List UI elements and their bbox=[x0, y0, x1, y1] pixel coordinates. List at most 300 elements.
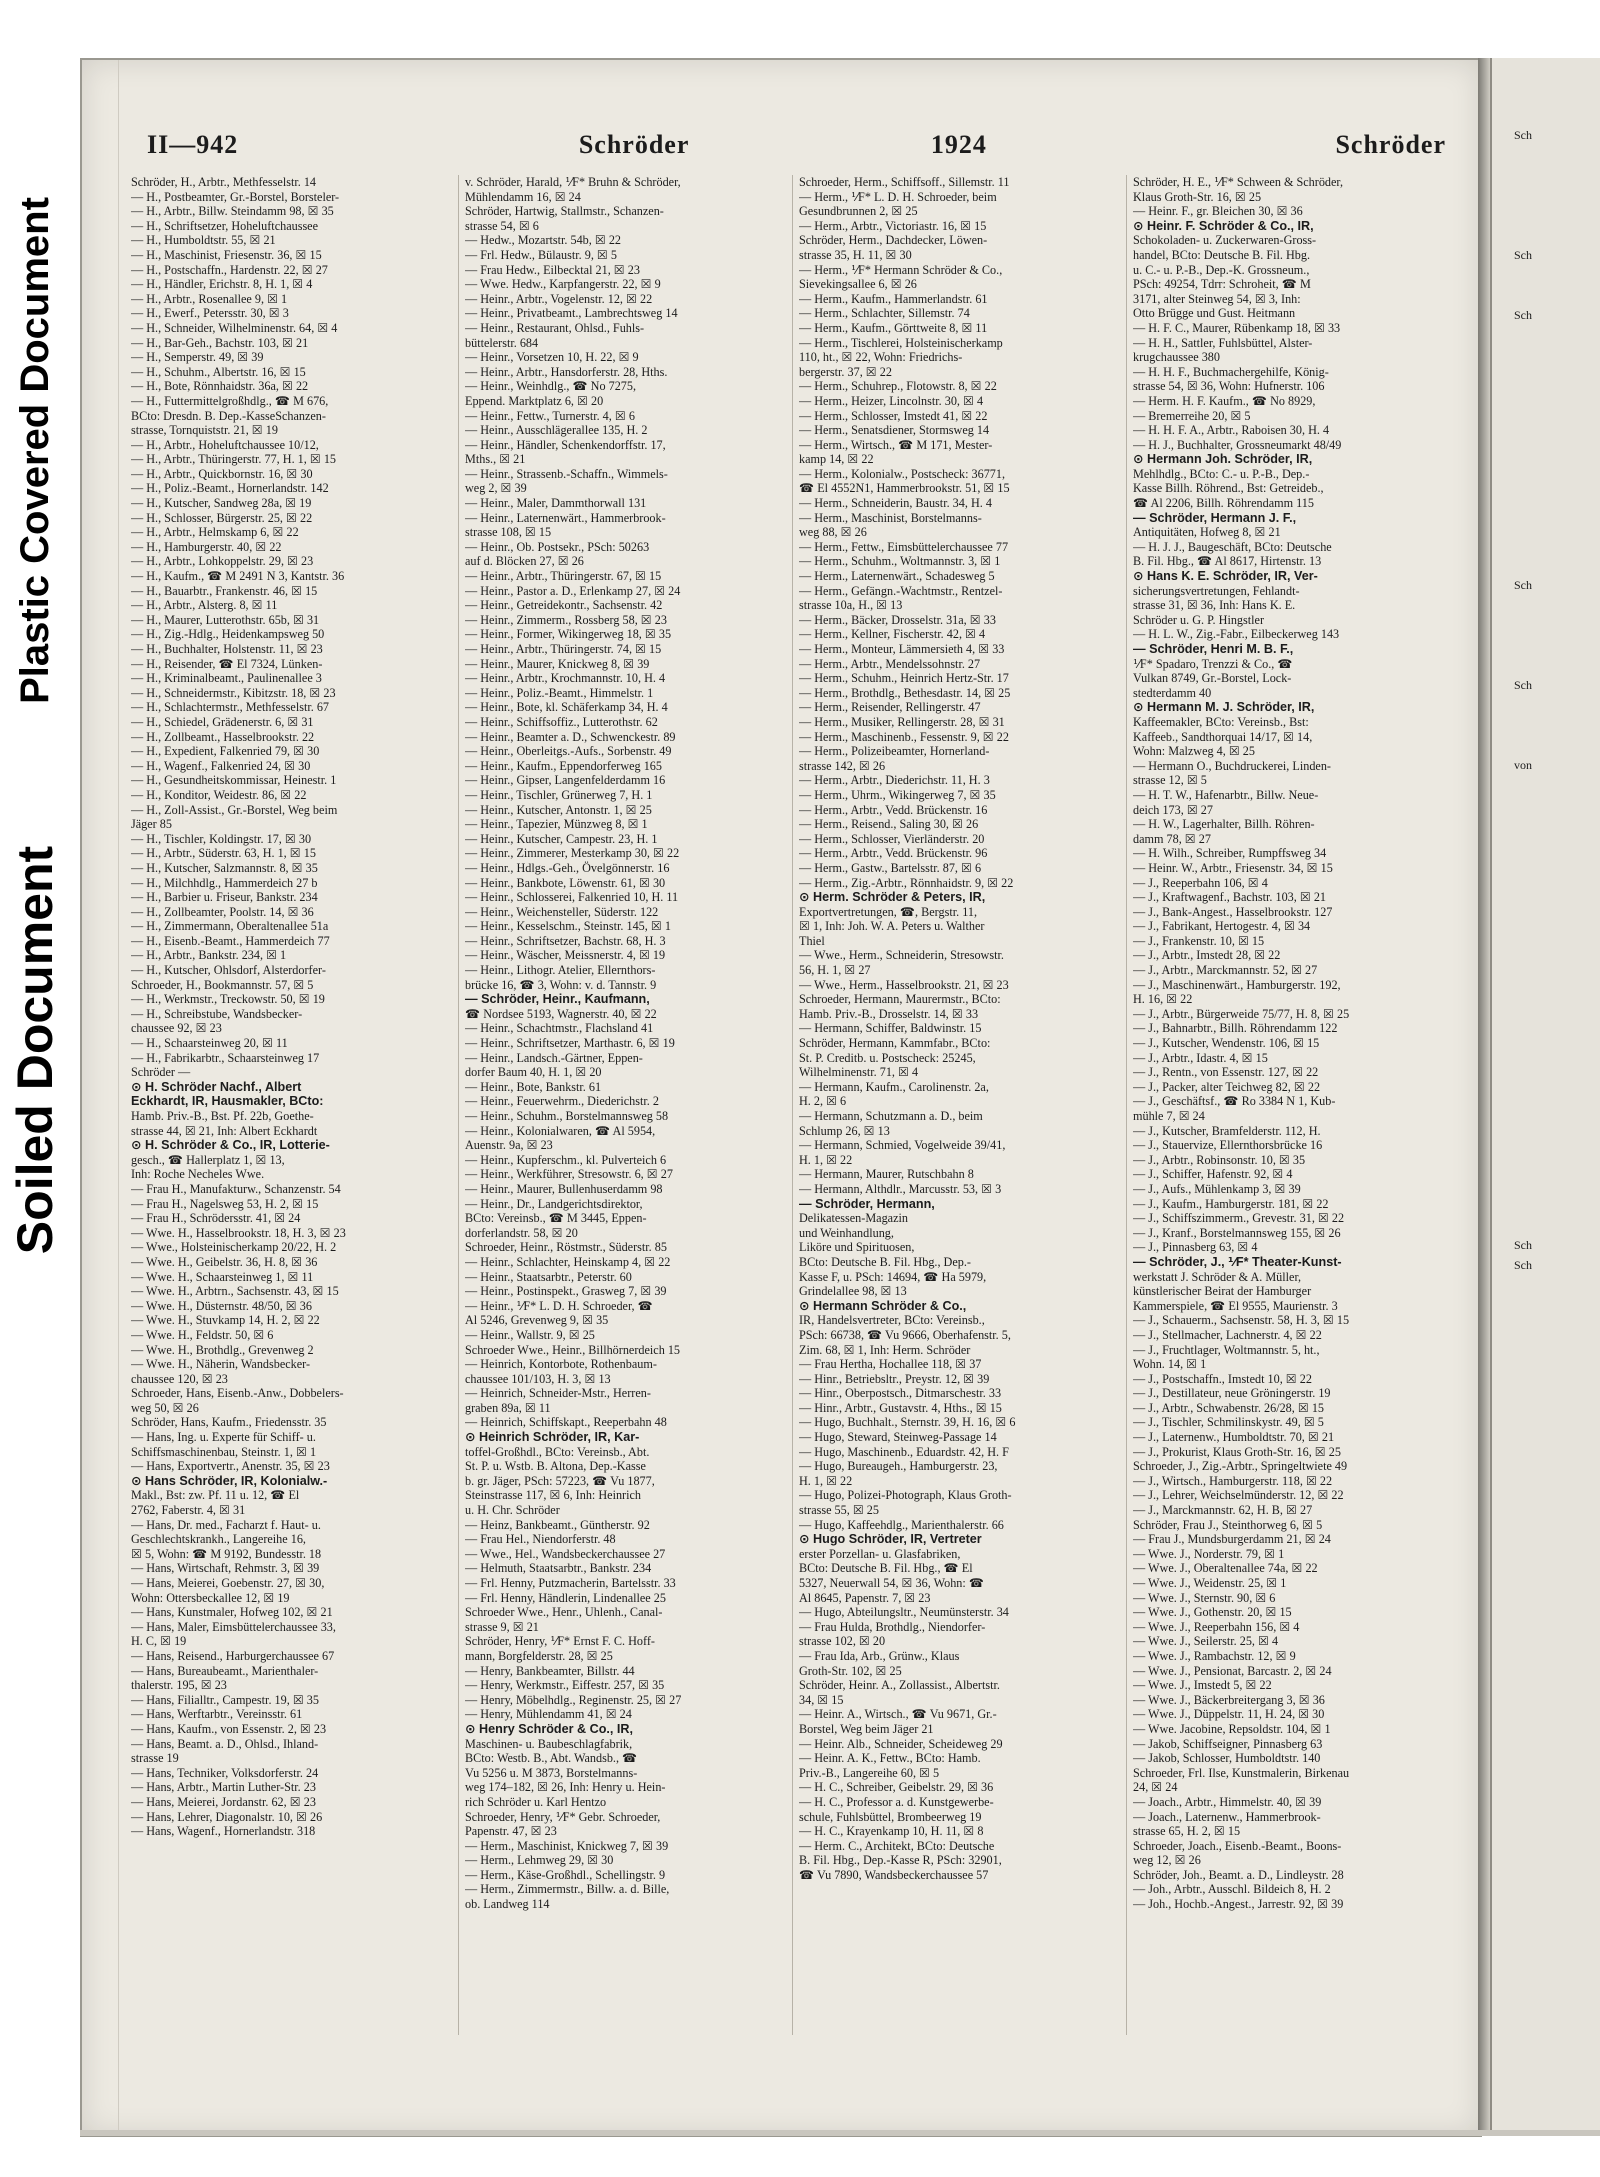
directory-entry: — Hermann, Maurer, Rutschbahn 8 bbox=[799, 1167, 974, 1182]
directory-entry: — Herm., Reisend., Saling 30, ☒ 26 bbox=[799, 817, 979, 832]
directory-entry: u. H. Chr. Schröder bbox=[465, 1503, 560, 1518]
directory-entry: — H., Gesundheitskommissar, Heinestr. 1 bbox=[131, 773, 337, 788]
directory-entry: strasse 44, ☒ 21, Inh: Albert Eckhardt bbox=[131, 1123, 318, 1138]
directory-entry: — Jakob, Schlosser, Humboldtstr. 140 bbox=[1133, 1751, 1321, 1766]
directory-entry: — H., Arbtr., Billw. Steindamm 98, ☒ 35 bbox=[131, 204, 334, 219]
directory-entry: strasse 108, ☒ 15 bbox=[465, 525, 552, 540]
directory-entry: — Hans, Maler, Eimsbüttelerchaussee 33, bbox=[131, 1619, 336, 1634]
directory-entry: — H., Zimmermann, Oberaltenallee 51a bbox=[131, 919, 329, 934]
directory-entry: — Herm., Schuhrep., Flotowstr. 8, ☒ 22 bbox=[799, 379, 997, 394]
directory-entry: Groth-Str. 102, ☒ 25 bbox=[799, 1663, 902, 1678]
directory-entry: — Herm., Heizer, Lincolnstr. 30, ☒ 4 bbox=[799, 393, 984, 408]
directory-entry: strasse 102, ☒ 20 bbox=[799, 1634, 886, 1649]
directory-entry: strasse, Tornquiststr. 21, ☒ 19 bbox=[131, 423, 278, 438]
directory-entry: ⊙ Hermann Joh. Schröder, IR, bbox=[1133, 452, 1313, 467]
directory-entry: ⊙ Heinr. F. Schröder & Co., IR, bbox=[1133, 218, 1314, 233]
column-4 bbox=[1127, 175, 1460, 2035]
directory-entry: — H., Bar-Geh., Bachstr. 103, ☒ 21 bbox=[131, 335, 309, 350]
directory-entry: H. 16, ☒ 22 bbox=[1133, 992, 1193, 1007]
directory-entry: — Hans, Wagenf., Hornerlandstr. 318 bbox=[131, 1824, 316, 1839]
directory-entry: — H., Arbtr., Süderstr. 63, H. 1, ☒ 15 bbox=[131, 846, 316, 861]
directory-entry: sicherungsvertretungen, Fehlandt- bbox=[1133, 583, 1300, 598]
adjacent-page-fragment: Sch bbox=[1514, 1238, 1532, 1252]
directory-entry: gesch., ☎ Hallerplatz 1, ☒ 13, bbox=[131, 1152, 285, 1167]
directory-entry: Eppend. Marktplatz 6, ☒ 20 bbox=[465, 393, 604, 408]
directory-entry: — Herm. C., Architekt, BCto: Deutsche bbox=[799, 1838, 995, 1853]
directory-entry: — Heinrich, Schiffskapt., Reeperbahn 48 bbox=[465, 1415, 667, 1430]
directory-entry: — Hans, Ing. u. Experte für Schiff- u. bbox=[131, 1430, 316, 1445]
directory-entry: mühle 7, ☒ 24 bbox=[1133, 1109, 1205, 1123]
directory-entry: — Herm., Maschinenb., Fessenstr. 9, ☒ 22 bbox=[799, 729, 1009, 744]
directory-entry: — H., Arbtr., Quickbornstr. 16, ☒ 30 bbox=[131, 466, 313, 481]
directory-entry: Vu 5256 u. M 3873, Borstelmanns- bbox=[465, 1765, 638, 1780]
directory-entry: — J., Rentn., von Essenstr. 127, ☒ 22 bbox=[1133, 1065, 1319, 1080]
directory-entry: strasse 142, ☒ 26 bbox=[799, 758, 886, 773]
directory-entry: — Heinr., Schlosserei, Falkenried 10, H. 11 bbox=[465, 890, 679, 905]
directory-entry: — Herm., Schlosser, Vierländerstr. 20 bbox=[799, 831, 985, 846]
directory-entry: — Hermann, Schiffer, Baldwinstr. 15 bbox=[799, 1021, 982, 1036]
directory-entry: — H. C., Schreiber, Geibelstr. 29, ☒ 36 bbox=[799, 1780, 994, 1795]
directory-entry: — H., Arbtr., Helmskamp 6, ☒ 22 bbox=[131, 525, 299, 540]
directory-entry: — Hinr., Arbtr., Gustavstr. 4, Hths., ☒ 15 bbox=[799, 1400, 1002, 1415]
directory-entry: — J., Aufs., Mühlenkamp 3, ☒ 39 bbox=[1133, 1181, 1301, 1196]
directory-entry: ☒ 1, Inh: Joh. W. A. Peters u. Walther bbox=[799, 919, 985, 934]
directory-entry: — Heinr., Schriftsetzer, Marthastr. 6, ☒ 19 bbox=[465, 1036, 675, 1051]
directory-entry: — Hugo, Bureaugeh., Hamburgerstr. 23, bbox=[799, 1459, 998, 1474]
directory-entry: — Henry, Bankbeamter, Billstr. 44 bbox=[465, 1663, 635, 1678]
directory-entry: Maschinen- u. Baubeschlagfabrik, bbox=[465, 1736, 633, 1751]
directory-entry: — Hans, Exportvertr., Anenstr. 35, ☒ 23 bbox=[131, 1459, 330, 1474]
directory-entry: werkstatt J. Schröder & A. Müller, bbox=[1133, 1269, 1302, 1284]
directory-entry: — Schröder, Henri M. B. F., bbox=[1133, 642, 1294, 656]
directory-entry: — J., Lehrer, Weichselmünderstr. 12, ☒ 22 bbox=[1133, 1488, 1344, 1503]
directory-entry: — H., Schreibstube, Wandsbecker- bbox=[131, 1006, 303, 1021]
directory-entry: H. 2, ☒ 6 bbox=[799, 1094, 847, 1109]
directory-entry: auf d. Blöcken 27, ☒ 26 bbox=[465, 554, 584, 569]
directory-entry: — Herm., Senatsdiener, Stormsweg 14 bbox=[799, 423, 990, 438]
directory-entry: v. Schröder, Harald, ⅟F* Bruhn & Schröder, bbox=[465, 175, 681, 189]
directory-entry: — H., Kaufm., ☎ M 2491 N 3, Kantstr. 36 bbox=[131, 569, 345, 584]
page-body bbox=[118, 60, 1466, 2135]
directory-entry: — Hans, Dr. med., Facharzt f. Haut- u. bbox=[131, 1517, 321, 1532]
directory-entry: Eckhardt, IR, Hausmakler, BCto: bbox=[131, 1094, 324, 1109]
directory-entry: Schröder, Heinr. A., Zollassist., Albertstr. bbox=[799, 1678, 1000, 1693]
directory-entry: B. Fil. Hbg., ☎ Al 8617, Hirtenstr. 13 bbox=[1133, 554, 1322, 569]
directory-entry: 3171, alter Steinweg 54, ☒ 3, Inh: bbox=[1133, 291, 1301, 306]
directory-entry: dorferlandstr. 58, ☒ 20 bbox=[465, 1225, 578, 1240]
directory-entry: — Heinr., Bankbote, Löwenstr. 61, ☒ 30 bbox=[465, 875, 666, 890]
directory-entry: — H., Kutscher, Sandweg 28a, ☒ 19 bbox=[131, 496, 312, 511]
adjacent-page-fragment: Sch bbox=[1514, 308, 1532, 322]
directory-entry: Priv.-B., Langereihe 60, ☒ 5 bbox=[799, 1765, 940, 1780]
directory-entry: — H., Expedient, Falkenried 79, ☒ 30 bbox=[131, 744, 320, 759]
page-fold bbox=[1478, 58, 1490, 2133]
directory-entry: Zim. 68, ☒ 1, Inh: Herm. Schröder bbox=[799, 1342, 971, 1357]
directory-entry: — J., Marckmannstr. 62, H. B, ☒ 27 bbox=[1133, 1503, 1313, 1518]
directory-entry: — J., Kutscher, Wendenstr. 106, ☒ 15 bbox=[1133, 1036, 1320, 1051]
directory-entry: — H., Schlachtermstr., Methfesselstr. 67 bbox=[131, 700, 330, 715]
directory-entry: — Hans, Kaufm., von Essenstr. 2, ☒ 23 bbox=[131, 1721, 327, 1736]
directory-entry: — H., Barbier u. Friseur, Bankstr. 234 bbox=[131, 890, 318, 905]
page-reference: II—942 bbox=[147, 130, 239, 159]
column-3 bbox=[793, 175, 1127, 2035]
directory-entry: Mths., ☒ 21 bbox=[465, 452, 526, 467]
directory-entry: — Herm., Maschinist, Borstelmanns- bbox=[799, 510, 982, 525]
directory-entry: — H., Zig.-Hdlg., Heidenkampsweg 50 bbox=[131, 627, 325, 642]
directory-entry: — Herm., Schneiderin, Baustr. 34, H. 4 bbox=[799, 496, 992, 511]
directory-entry: BCto: Deutsche B. Fil. Hbg., Dep.- bbox=[799, 1254, 971, 1269]
directory-entry: toffel-Großhdl., BCto: Vereinsb., Abt. bbox=[465, 1444, 650, 1459]
directory-entry: — Wwe. J., Düppelstr. 11, H. 24, ☒ 30 bbox=[1133, 1707, 1325, 1722]
directory-entry: — Herm., Wirtsch., ☎ M 171, Mester- bbox=[799, 437, 993, 452]
directory-entry: — Hugo, Polizei-Photograph, Klaus Groth- bbox=[799, 1488, 1012, 1503]
directory-entry: Kaffeemakler, BCto: Vereinsb., Bst: bbox=[1133, 714, 1309, 729]
directory-entry: — Heinr., Weinhdlg., ☎ No 7275, bbox=[465, 379, 637, 394]
directory-entry: — H., Schlosser, Bürgerstr. 25, ☒ 22 bbox=[131, 510, 313, 525]
directory-entry: Schroeder, Frl. Ilse, Kunstmalerin, Birkenau bbox=[1133, 1765, 1350, 1780]
directory-entry: Papenstr. 47, ☒ 23 bbox=[465, 1824, 557, 1839]
directory-entry: — Herm., Musiker, Rellingerstr. 28, ☒ 31 bbox=[799, 714, 1005, 729]
directory-entry: — H., Reisender, ☎ El 7324, Lünken- bbox=[131, 656, 323, 671]
directory-entry: Klaus Groth-Str. 16, ☒ 25 bbox=[1133, 189, 1262, 204]
directory-entry: — Heinr. A. K., Fettw., BCto: Hamb. bbox=[799, 1751, 981, 1766]
directory-entry: — Herm., Bäcker, Drosselstr. 31a, ☒ 33 bbox=[799, 612, 996, 627]
directory-entry: mann, Borgfelderstr. 28, ☒ 25 bbox=[465, 1648, 613, 1663]
directory-entry: — Wwe. J., Weidenstr. 25, ☒ 1 bbox=[1133, 1576, 1287, 1590]
directory-entry: Schroeder Wwe., Henr., Uhlenh., Canal- bbox=[465, 1605, 663, 1620]
directory-entry: — H. Wilh., Schreiber, Rumpffsweg 34 bbox=[1133, 846, 1327, 861]
directory-entry: — Herm., Arbtr., Vedd. Brückenstr. 96 bbox=[799, 846, 988, 861]
directory-entry: — J., Geschäftsf., ☎ Ro 3384 N 1, Kub- bbox=[1133, 1094, 1336, 1109]
directory-entry: — Frau Hedw., Eilbecktal 21, ☒ 23 bbox=[465, 262, 640, 277]
directory-entry: — H. W., Lagerhalter, Billh. Röhren- bbox=[1133, 817, 1315, 832]
directory-entry: — J., Kraftwagenf., Bachstr. 103, ☒ 21 bbox=[1133, 890, 1327, 905]
directory-entry: — Herm., ⅟F* Hermann Schröder & Co., bbox=[799, 262, 1003, 277]
directory-entry: — Wwe. J., Norderstr. 79, ☒ 1 bbox=[1133, 1546, 1285, 1561]
directory-entry: — Wwe., Hel., Wandsbeckerchaussee 27 bbox=[465, 1546, 666, 1561]
directory-entry: — Heinr., Kutscher, Campestr. 23, H. 1 bbox=[465, 831, 658, 846]
directory-entry: BCto: Deutsche B. Fil. Hbg., ☎ El bbox=[799, 1561, 973, 1576]
directory-entry: — J., Arbtr., Imstedt 28, ☒ 22 bbox=[1133, 948, 1281, 963]
directory-entry: dorfer Baum 40, H. 1, ☒ 20 bbox=[465, 1065, 602, 1080]
directory-entry: strasse 10a, H., ☒ 13 bbox=[799, 598, 903, 613]
directory-entry: weg 2, ☒ 39 bbox=[465, 481, 527, 496]
directory-entry: Schröder u. G. P. Hingstler bbox=[1133, 612, 1265, 627]
directory-entry: — Heinr., Maurer, Bullenhuserdamm 98 bbox=[465, 1181, 663, 1196]
directory-entry: — Frau J., Mundsburgerdamm 21, ☒ 24 bbox=[1133, 1532, 1331, 1547]
directory-entry: — Frau Hel., Niendorferstr. 48 bbox=[465, 1532, 616, 1547]
directory-entry: — Hans, Meierei, Goebenstr. 27, ☒ 30, bbox=[131, 1576, 325, 1590]
directory-entry: — Herm., Uhrm., Wikingerweg 7, ☒ 35 bbox=[799, 787, 996, 802]
directory-entry: ⊙ H. Schröder & Co., IR, Lotterie- bbox=[131, 1138, 330, 1153]
directory-entry: 24, ☒ 24 bbox=[1133, 1780, 1178, 1795]
directory-entry: — Herm., Fettw., Eimsbüttelerchaussee 77 bbox=[799, 539, 1009, 554]
directory-entry: Schröder, Henry, ⅟F* Ernst F. C. Hoff- bbox=[465, 1634, 655, 1649]
directory-entry: — H., Postbeamter, Gr.-Borstel, Borsteler- bbox=[131, 189, 340, 204]
directory-entry: H. 1, ☒ 22 bbox=[799, 1152, 853, 1167]
directory-entry: — Heinr. W., Arbtr., Friesenstr. 34, ☒ 15 bbox=[1133, 860, 1333, 875]
directory-entry: — H., Händler, Erichstr. 8, H. 1, ☒ 4 bbox=[131, 277, 313, 292]
directory-entry: — Hermann, Althdlr., Marcusstr. 53, ☒ 3 bbox=[799, 1181, 1002, 1196]
directory-entry: — H., Semperstr. 49, ☒ 39 bbox=[131, 350, 264, 365]
directory-entry: — Heinr., Schiffsoffiz., Lutterothstr. 62 bbox=[465, 714, 658, 729]
directory-entry: — Wwe., Herm., Hasselbrookstr. 21, ☒ 23 bbox=[799, 977, 1009, 992]
directory-entry: — Hugo, Kaffeehdlg., Marienthalerstr. 66 bbox=[799, 1517, 1004, 1532]
directory-entry: — Heinr., Oberleitgs.-Aufs., Sorbenstr. 49 bbox=[465, 744, 672, 759]
directory-entry: — H., Konditor, Weidestr. 86, ☒ 22 bbox=[131, 787, 307, 802]
column-1 bbox=[125, 175, 459, 2035]
directory-entry: strasse 19 bbox=[131, 1751, 179, 1766]
directory-entry: — Frl. Henny, Putzmacherin, Bartelsstr. 33 bbox=[465, 1576, 676, 1590]
directory-entry: — Herm., Kaufm., Hammerlandstr. 61 bbox=[799, 291, 988, 306]
directory-entry: — Hermann, Kaufm., Carolinenstr. 2a, bbox=[799, 1079, 989, 1094]
directory-entry: schule, Fuhlsbüttel, Brombeerweg 19 bbox=[799, 1809, 982, 1824]
directory-entry: ☎ El 4552N1, Hammerbrookstr. 51, ☒ 15 bbox=[799, 481, 1010, 496]
directory-entry: — H., Postschaffn., Hardenstr. 22, ☒ 27 bbox=[131, 262, 328, 277]
directory-entry: — Wwe. H., Geibelstr. 36, H. 8, ☒ 36 bbox=[131, 1254, 318, 1269]
directory-entry: — Heinr., Kaufm., Eppendorferweg 165 bbox=[465, 758, 662, 773]
directory-entry: 34, ☒ 15 bbox=[799, 1692, 844, 1707]
directory-entry: — Heinr., Getreidekontr., Sachsenstr. 42 bbox=[465, 598, 663, 613]
directory-entry: — J., Maschinenwärt., Hamburgerstr. 192, bbox=[1133, 977, 1341, 992]
directory-entry: Schröder, Hartwig, Stallmstr., Schanzen- bbox=[465, 204, 664, 219]
directory-entry: Gesundbrunnen 2, ☒ 25 bbox=[799, 204, 918, 219]
directory-entry: — Heinr., Wäscher, Meissnerstr. 4, ☒ 19 bbox=[465, 948, 666, 963]
directory-entry: — H., Arbtr., Lohkoppelstr. 29, ☒ 23 bbox=[131, 554, 314, 569]
directory-entry: — H. F. C., Maurer, Rübenkamp 18, ☒ 33 bbox=[1133, 320, 1341, 335]
directory-entry: — Wwe. J., Rambachstr. 12, ☒ 9 bbox=[1133, 1648, 1296, 1663]
directory-entry: — J., Wirtsch., Hamburgerstr. 118, ☒ 22 bbox=[1133, 1473, 1333, 1488]
directory-entry: — Heinr., Ob. Postsekr., PSch: 50263 bbox=[465, 539, 650, 554]
directory-entry: — Heinrich, Kontorbote, Rothenbaum- bbox=[465, 1357, 657, 1372]
directory-entry: Schiffsmaschinenbau, Steinstr. 1, ☒ 1 bbox=[131, 1444, 317, 1459]
directory-entry: — Wwe. J., Oberaltenallee 74a, ☒ 22 bbox=[1133, 1561, 1318, 1576]
directory-entry: Sievekingsallee 6, ☒ 26 bbox=[799, 277, 917, 292]
directory-entry: — Hans, Kunstmaler, Hofweg 102, ☒ 21 bbox=[131, 1605, 333, 1620]
directory-entry: — Hans, Wirtschaft, Rehmstr. 3, ☒ 39 bbox=[131, 1561, 320, 1576]
directory-entry: ⊙ Henry Schröder & Co., IR, bbox=[465, 1721, 634, 1736]
directory-entry: Kammerspiele, ☎ El 9555, Maurienstr. 3 bbox=[1133, 1298, 1338, 1313]
directory-entry: — Heinr., Zimmerer, Mesterkamp 30, ☒ 22 bbox=[465, 846, 680, 861]
directory-entry: — H., Schaarsteinweg 20, ☒ 11 bbox=[131, 1036, 288, 1051]
directory-entry: Schröder, H. E., ⅟F* Schween & Schröder, bbox=[1133, 175, 1344, 189]
directory-entry: — H. C., Professor a. d. Kunstgewerbe- bbox=[799, 1794, 994, 1809]
directory-entry: — Wwe. H., Feldstr. 50, ☒ 6 bbox=[131, 1327, 274, 1342]
adjacent-page-fragment: Sch bbox=[1514, 678, 1532, 692]
directory-entry: — Frau H., Schrödersstr. 41, ☒ 24 bbox=[131, 1211, 301, 1226]
directory-entry: — H., Maschinist, Friesenstr. 36, ☒ 15 bbox=[131, 247, 322, 262]
directory-entry: Exportvertretungen, ☎, Bergstr. 11, bbox=[799, 904, 977, 919]
directory-entry: bergerstr. 37, ☒ 22 bbox=[799, 364, 892, 379]
directory-entry: — J., Packer, alter Teichweg 82, ☒ 22 bbox=[1133, 1079, 1321, 1094]
directory-entry: — Hinr., Oberpostsch., Ditmarschestr. 33 bbox=[799, 1386, 1002, 1401]
directory-entry: — J., Fruchtlager, Woltmannstr. 5, ht., bbox=[1133, 1342, 1320, 1357]
directory-entry: Schroeder, Hermann, Maurermstr., BCto: bbox=[799, 992, 1001, 1007]
directory-entry: Liköre und Spirituosen, bbox=[799, 1240, 915, 1255]
header-name-right: Schröder bbox=[1335, 130, 1446, 159]
directory-entry: — Hans, Arbtr., Martin Luther-Str. 23 bbox=[131, 1780, 316, 1795]
directory-entry: — H., Buchhalter, Holstenstr. 11, ☒ 23 bbox=[131, 642, 323, 656]
directory-entry: Schroeder, Herm., Schiffsoff., Sillemstr. 11 bbox=[799, 175, 1010, 189]
directory-entry: — Hermann O., Buchdruckerei, Linden- bbox=[1133, 758, 1331, 773]
directory-entry: — H., Zoll-Assist., Gr.-Borstel, Weg beim bbox=[131, 802, 338, 817]
directory-entry: — Wwe., Holsteinischerkamp 20/22, H. 2 bbox=[131, 1240, 337, 1255]
directory-entry: — Wwe. J., Reeperbahn 156, ☒ 4 bbox=[1133, 1619, 1300, 1634]
directory-entry: — Herm., Lehmweg 29, ☒ 30 bbox=[465, 1853, 614, 1868]
directory-entry: — Joach., Arbtr., Himmelstr. 40, ☒ 39 bbox=[1133, 1794, 1322, 1809]
directory-entry: — Wwe. H., Näherin, Wandsbecker- bbox=[131, 1357, 311, 1372]
directory-entry: — Frl. Hedw., Bülaustr. 9, ☒ 5 bbox=[465, 247, 617, 262]
directory-entry: Steinstrasse 117, ☒ 6, Inh: Heinrich bbox=[465, 1488, 641, 1503]
directory-entry: — Herm., Maschinist, Knickweg 7, ☒ 39 bbox=[465, 1838, 669, 1853]
directory-entry: Schröder, Hans, Kaufm., Friedensstr. 35 bbox=[131, 1415, 327, 1430]
directory-entry: — H., Milchhdlg., Hammerdeich 27 b bbox=[131, 875, 318, 890]
directory-entry: — H., Humboldtstr. 55, ☒ 21 bbox=[131, 233, 276, 248]
directory-entry: Hamb. Priv.-B., Drosselstr. 14, ☒ 33 bbox=[799, 1006, 979, 1021]
directory-entry: ☎ Vu 7890, Wandsbeckerchaussee 57 bbox=[799, 1867, 989, 1882]
directory-entry: damm 78, ☒ 27 bbox=[1133, 831, 1211, 846]
directory-entry: — Herm., Polizeibeamter, Hornerland- bbox=[799, 744, 990, 759]
directory-entry: — H. H., Sattler, Fuhlsbüttel, Alster- bbox=[1133, 335, 1313, 350]
directory-entry: ⅟F* Spadaro, Trenzzi & Co., ☎ bbox=[1133, 656, 1293, 671]
directory-entry: — Herm. H. F. Kaufm., ☎ No 8929, bbox=[1133, 393, 1316, 408]
directory-entry: Antiquitäten, Hofweg 8, ☒ 21 bbox=[1133, 525, 1281, 540]
directory-entry: Wilhelminenstr. 71, ☒ 4 bbox=[799, 1065, 919, 1080]
directory-entry: 110, ht., ☒ 22, Wohn: Friedrichs- bbox=[799, 350, 963, 365]
directory-entry: — H., Ewerf., Petersstr. 30, ☒ 3 bbox=[131, 306, 289, 321]
directory-entry: — H., Arbtr., Thüringerstr. 77, H. 1, ☒ 15 bbox=[131, 452, 337, 467]
directory-entry: chaussee 120, ☒ 23 bbox=[131, 1371, 228, 1386]
directory-entry: — Hedw., Mozartstr. 54b, ☒ 22 bbox=[465, 233, 622, 248]
directory-entry: — Heinr., Privatbeamt., Lambrechtsweg 14 bbox=[465, 306, 678, 321]
directory-entry: stedterdamm 40 bbox=[1133, 685, 1212, 700]
directory-entry: Schroeder, Henry, ⅟F* Gebr. Schroeder, bbox=[465, 1809, 661, 1824]
directory-entry: — Heinr., Schriftsetzer, Bachstr. 68, H. 3 bbox=[465, 933, 666, 948]
directory-entry: Kasse F, u. PSch: 14694, ☎ Ha 5979, bbox=[799, 1269, 987, 1284]
directory-entry: — H., Schuhm., Albertstr. 16, ☒ 15 bbox=[131, 364, 306, 379]
directory-entry: — Hugo, Maschinenb., Eduardstr. 42, H. F bbox=[799, 1444, 1009, 1459]
directory-entry: Schroeder Wwe., Heinr., Billhörnerdeich 15 bbox=[465, 1342, 681, 1357]
directory-entry: büttelerstr. 684 bbox=[465, 335, 539, 350]
directory-entry: — Frau Hertha, Hochallee 118, ☒ 37 bbox=[799, 1357, 982, 1372]
directory-entry: — Joach., Laternenw., Hammerbrook- bbox=[1133, 1809, 1321, 1824]
directory-entry: — H., Fabrikarbtr., Schaarsteinweg 17 bbox=[131, 1050, 320, 1065]
bottom-shadow bbox=[80, 2130, 1600, 2136]
directory-entry: BCto: Westb. B., Abt. Wandsb., ☎ bbox=[465, 1751, 638, 1766]
adjacent-page-fragment: Sch bbox=[1514, 248, 1532, 262]
directory-entry: Kasse Billh. Röhrend., Bst: Getreideb., bbox=[1133, 481, 1324, 496]
plastic-covered-label: Plastic Covered Document bbox=[12, 196, 57, 704]
directory-entry: — H., Tischler, Koldingstr. 17, ☒ 30 bbox=[131, 831, 312, 846]
directory-entry: Geschlechtskrankh., Langereihe 16, bbox=[131, 1532, 306, 1547]
directory-entry: — Wwe. H., Arbtrn., Sachsenstr. 43, ☒ 15 bbox=[131, 1284, 339, 1299]
directory-entry: — H., Bauarbtr., Frankenstr. 46, ☒ 15 bbox=[131, 583, 318, 598]
directory-entry: — Wwe. Hedw., Karpfangerstr. 22, ☒ 9 bbox=[465, 277, 661, 292]
directory-entry: ☎ Al 2206, Billh. Röhrendamm 115 bbox=[1133, 496, 1314, 511]
directory-entry: — Herm., Käse-Großhdl., Schellingstr. 9 bbox=[465, 1867, 666, 1882]
directory-entry: — J., Pinnasberg 63, ☒ 4 bbox=[1133, 1240, 1258, 1255]
directory-entry: — Heinr., Bote, Bankstr. 61 bbox=[465, 1079, 602, 1094]
directory-entry: Wohn: Ottersbeckallee 12, ☒ 19 bbox=[131, 1590, 290, 1605]
directory-entry: — Hans, Reisend., Harburgerchaussee 67 bbox=[131, 1648, 335, 1663]
directory-entry: — Wwe. H., Brothdlg., Grevenweg 2 bbox=[131, 1342, 314, 1357]
directory-entry: — Hans, Filialltr., Campestr. 19, ☒ 35 bbox=[131, 1692, 319, 1707]
directory-entry: thalerstr. 195, ☒ 23 bbox=[131, 1678, 227, 1693]
directory-entry: weg 174–182, ☒ 26, Inh: Henry u. Hein- bbox=[465, 1780, 666, 1795]
directory-entry: — Heinr., Vorsetzen 10, H. 22, ☒ 9 bbox=[465, 350, 639, 365]
directory-entry: — Herm., Kolonialw., Postscheck: 36771, bbox=[799, 466, 1006, 481]
directory-entry: — Herm., Gastw., Bartelsstr. 87, ☒ 6 bbox=[799, 860, 982, 875]
directory-entry: — J., Fabrikant, Hertogestr. 4, ☒ 34 bbox=[1133, 919, 1311, 934]
directory-entry: — Herm., ⅟F* L. D. H. Schroeder, beim bbox=[799, 189, 997, 204]
directory-entry: — J., Tischler, Schmilinskystr. 49, ☒ 5 bbox=[1133, 1415, 1324, 1430]
directory-entry: ☒ 5, Wohn: ☎ M 9192, Bundesstr. 18 bbox=[131, 1546, 322, 1561]
directory-entry: — J., Frankenstr. 10, ☒ 15 bbox=[1133, 933, 1265, 948]
directory-entry: — Heinr., Werkführer, Stresowstr. 6, ☒ 27 bbox=[465, 1167, 673, 1182]
directory-entry: — Heinr., Kolonialwaren, ☎ Al 5954, bbox=[465, 1123, 656, 1138]
directory-entry: — Heinz, Bankbeamt., Güntherstr. 92 bbox=[465, 1517, 650, 1532]
directory-entry: — Heinr., Schachtmstr., Flachsland 41 bbox=[465, 1021, 654, 1036]
directory-entry: brücke 16, ☎ 3, Wohn: v. d. Tannstr. 9 bbox=[465, 977, 657, 992]
directory-entry: — H. C., Krayenkamp 10, H. 11, ☒ 8 bbox=[799, 1824, 984, 1839]
directory-entry: — Herm., Kellner, Fischerstr. 42, ☒ 4 bbox=[799, 627, 986, 642]
directory-entry: Schroeder, Heinr., Röstmstr., Süderstr. 85 bbox=[465, 1240, 667, 1255]
directory-entry: — Herm., Gefängn.-Wachtmstr., Rentzel- bbox=[799, 583, 1003, 598]
directory-entry: — Wwe. J., Bäckerbreitergang 3, ☒ 36 bbox=[1133, 1692, 1325, 1707]
directory-entry: Schroeder, J., Zig.-Arbtr., Springeltwiete 49 bbox=[1133, 1459, 1348, 1474]
directory-entry: — Frl. Henny, Händlerin, Lindenallee 25 bbox=[465, 1590, 666, 1605]
directory-entry: krugchaussee 380 bbox=[1133, 350, 1220, 365]
directory-entry: — J., Stellmacher, Lachnerstr. 4, ☒ 22 bbox=[1133, 1327, 1322, 1342]
directory-entry: — J., Kaufm., Hamburgerstr. 181, ☒ 22 bbox=[1133, 1196, 1329, 1211]
adjacent-page-fragment: Sch bbox=[1514, 1258, 1532, 1272]
directory-entry: strasse 9, ☒ 21 bbox=[465, 1619, 539, 1634]
directory-entry: strasse 54, ☒ 6 bbox=[465, 218, 539, 233]
directory-entry: — Herm., Zimmermstr., Billw. a. d. Bille, bbox=[465, 1882, 670, 1897]
directory-entry: Kaffeeb., Sandthorquai 14/17, ☒ 14, bbox=[1133, 729, 1313, 744]
directory-entry: — H. J. J., Baugeschäft, BCto: Deutsche bbox=[1133, 539, 1332, 554]
directory-entry: — Hermann, Schutzmann a. D., beim bbox=[799, 1109, 983, 1123]
directory-entry: Mühlendamm 16, ☒ 24 bbox=[465, 189, 581, 204]
directory-entry: — Heinr., ⅟F* L. D. H. Schroeder, ☎ bbox=[465, 1298, 653, 1313]
directory-entry: — Herm., Laternenwärt., Schadesweg 5 bbox=[799, 569, 995, 584]
directory-entry: — Herm., Schuhm., Woltmannstr. 3, ☒ 1 bbox=[799, 554, 1001, 569]
directory-entry: BCto: Dresdn. B. Dep.-KasseSchanzen- bbox=[131, 408, 326, 423]
directory-entry: — Wwe., Herm., Schneiderin, Stresowstr. bbox=[799, 948, 1004, 963]
directory-entry: — Heinr. Alb., Schneider, Scheideweg 29 bbox=[799, 1736, 1003, 1751]
directory-entry: — Henry, Möbelhdlg., Reginenstr. 25, ☒ 27 bbox=[465, 1692, 682, 1707]
directory-entry: — H., Kutscher, Salzmannstr. 8, ☒ 35 bbox=[131, 860, 318, 875]
directory-entry: Otto Brügge und Gust. Heitmann bbox=[1133, 306, 1296, 321]
directory-entry: — Heinr., Dr., Landgerichtsdirektor, bbox=[465, 1196, 643, 1211]
directory-entry: Schokoladen- u. Zuckerwaren-Gross- bbox=[1133, 233, 1317, 248]
directory-entry: — H., Zollbeamter, Poolstr. 14, ☒ 36 bbox=[131, 904, 314, 919]
directory-entry: — Wwe. H., Hasselbrookstr. 18, H. 3, ☒ 23 bbox=[131, 1225, 346, 1240]
directory-entry: — Wwe. H., Schaarsteinweg 1, ☒ 11 bbox=[131, 1269, 314, 1284]
directory-entry: — Herm., Zig.-Arbtr., Rönnhaidstr. 9, ☒ 22 bbox=[799, 875, 1014, 890]
directory-entry: Schroeder, Joach., Eisenb.-Beamt., Boons- bbox=[1133, 1838, 1342, 1853]
directory-entry: — Joh., Hochb.-Angest., Jarrestr. 92, ☒ 39 bbox=[1133, 1897, 1344, 1912]
directory-entry: Schröder, Frau J., Steinthorweg 6, ☒ 5 bbox=[1133, 1517, 1323, 1532]
directory-entry: H. 1, ☒ 22 bbox=[799, 1473, 853, 1488]
directory-entry: — Heinr., Arbtr., Thüringerstr. 67, ☒ 15 bbox=[465, 569, 662, 584]
directory-entry: 56, H. 1, ☒ 27 bbox=[799, 963, 871, 978]
directory-entry: — Heinr., Lithogr. Atelier, Ellernthors- bbox=[465, 963, 656, 978]
directory-entry: — H. J., Buchhalter, Grossneumarkt 48/49 bbox=[1133, 437, 1342, 452]
directory-entry: St. P. Creditb. u. Postscheck: 25245, bbox=[799, 1050, 976, 1065]
directory-entry: — Heinr., Ausschlägerallee 135, H. 2 bbox=[465, 423, 648, 438]
directory-entry: — Herm., Reisender, Rellingerstr. 47 bbox=[799, 700, 981, 715]
